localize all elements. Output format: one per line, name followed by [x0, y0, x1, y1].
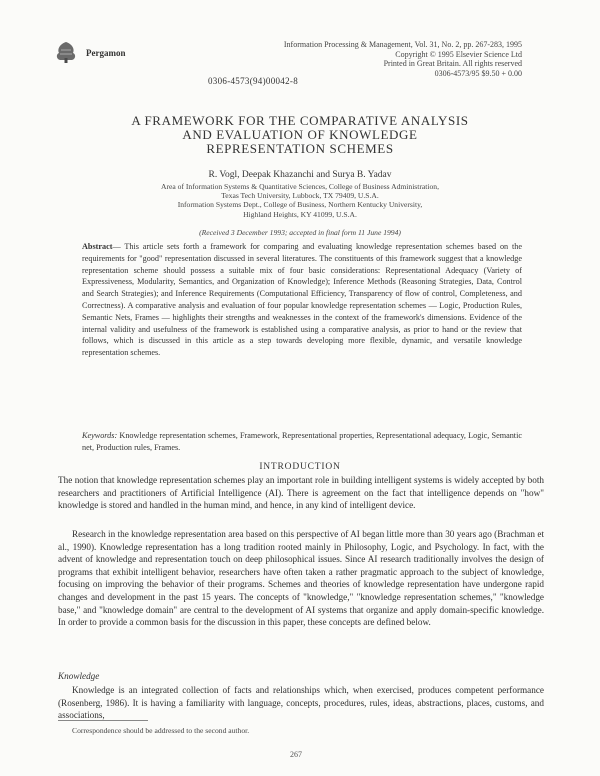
- pergamon-tree-icon: [52, 40, 80, 64]
- keywords: [82, 430, 522, 454]
- section-heading-introduction: INTRODUCTION: [259, 462, 341, 472]
- paragraph-text: Research in the knowledge representation area based on this perspective of AI began little more than 30 years ago (Brachman et al., 1990). Knowledge representation has a long tradition rooted mainly in Philosophy, Logic, and Psychology. In fact, with the advent of knowledge and representation touch on deep philosophical issues. Since AI research traditionally involves the design of programs that exhibit intelligent behavior, researchers have often taken a rather pragmatic approach to the subject of knowledge, focusing on improving the behavior of their programs. Schemes and theories of knowledge representation have undergone rapid changes and development in the past 15 years. The concepts of "knowledge," "knowledge representation schemes," "knowledge base," and "knowledge domain" are central to the development of AI systems that organize and apply domain-specific knowledge. In order to provide a common basis for the discussion in this paper, these concepts are defined below.: [58, 529, 544, 628]
- affiliation-line: Information Systems Dept., College of Business, Northern Kentucky University,: [177, 200, 423, 210]
- title-line: A FRAMEWORK FOR THE COMPARATIVE ANALYSIS: [131, 113, 469, 128]
- journal-line: Copyright © 1995 Elsevier Science Ltd: [395, 49, 522, 59]
- abstract-label: Abstract: [82, 242, 113, 251]
- affiliation-line: Area of Information Systems & Quantitative Sciences, College of Business Administration,: [161, 182, 439, 191]
- footnote: Correspondence should be addressed to the second author.: [72, 726, 250, 735]
- abstract: [82, 241, 522, 359]
- body-paragraph: [58, 684, 544, 722]
- keywords-label: Keywords:: [82, 431, 118, 440]
- body-paragraph: The notion that knowledge representation schemes play an important role in building intelligent systems is widely accepted by both researchers and practitioners of Artificial Intelligence (AI). There is agreement on the fact that intelligence depends on "how" knowledge is stored and handled in the human mind, and hence, in any kind of intelligent device.: [58, 475, 544, 511]
- keywords-text: Knowledge representation schemes, Framework, Representational properties, Representational adequacy, Logic, Semantic net, Production rules, Frames.: [82, 431, 522, 452]
- journal-line: 0306-4573/95 $9.50 + 0.00: [434, 68, 522, 78]
- page-number: 267: [290, 750, 302, 759]
- footnote-divider: [58, 720, 148, 721]
- journal-line: Information Processing & Management, Vol. 31, No. 2, pp. 267-283, 1995: [283, 40, 522, 49]
- journal-citation: [262, 40, 522, 78]
- journal-line: Printed in Great Britain. All rights reserved: [383, 59, 522, 68]
- affiliations: [80, 182, 520, 219]
- article-title: [60, 114, 540, 156]
- pii-code: 0306-4573(94)00042-8: [208, 76, 298, 86]
- paragraph-text: Knowledge is an integrated collection of facts and relationships which, when exercised, produces competent performance (Rosenberg, 1986). It is having a familiarity with language, concepts, procedures, rules, ideas, abstractions, places, customs, and associations,: [58, 685, 544, 721]
- subsection-heading-knowledge: Knowledge: [58, 671, 100, 681]
- affiliation-line: Texas Tech University, Lubbock, TX 79409, U.S.A.: [221, 191, 379, 201]
- received-dates: (Received 3 December 1993; accepted in final form 11 June 1994): [199, 228, 401, 237]
- title-line: AND EVALUATION OF KNOWLEDGE: [182, 127, 418, 142]
- publisher-logo: [52, 40, 172, 64]
- author-list: R. Vogl, Deepak Khazanchi and Surya B. Yadav: [208, 170, 392, 180]
- title-line: REPRESENTATION SCHEMES: [206, 141, 394, 156]
- body-paragraph: [58, 528, 544, 629]
- abstract-text: — This article sets forth a framework for comparing and evaluating knowledge representation schemes based on the requirements for "good" representation discussed in several literatures. The constituents of this framework suggest that a knowledge representation scheme should possess a suitable mix of four basic considerations: Representational Adequacy (Variety of Expressiveness, Modularity, Semantics, and Organization of Knowledge); Inference Methods (Reasoning Strategies, Data, Control and Search Strategies); and Inference Requirements (Computational Efficiency, Transparency of flow of control, Completeness, and Correctness). A comparative analysis and evaluation of four popular knowledge representation schemes — Logic, Production Rules, Semantic Nets, Frames — highlights their strengths and weaknesses in the context of the framework's dimensions. Evidence of the internal validity and usefulness of the framework is established using a comparative analysis, as prior to hand or the review that follows, which is discussed in this article as a step towards developing more flexible, dynamic, and versatile knowledge representation schemes.: [82, 242, 522, 358]
- affiliation-line: Highland Heights, KY 41099, U.S.A.: [243, 209, 357, 219]
- publisher-name: Pergamon: [86, 48, 126, 58]
